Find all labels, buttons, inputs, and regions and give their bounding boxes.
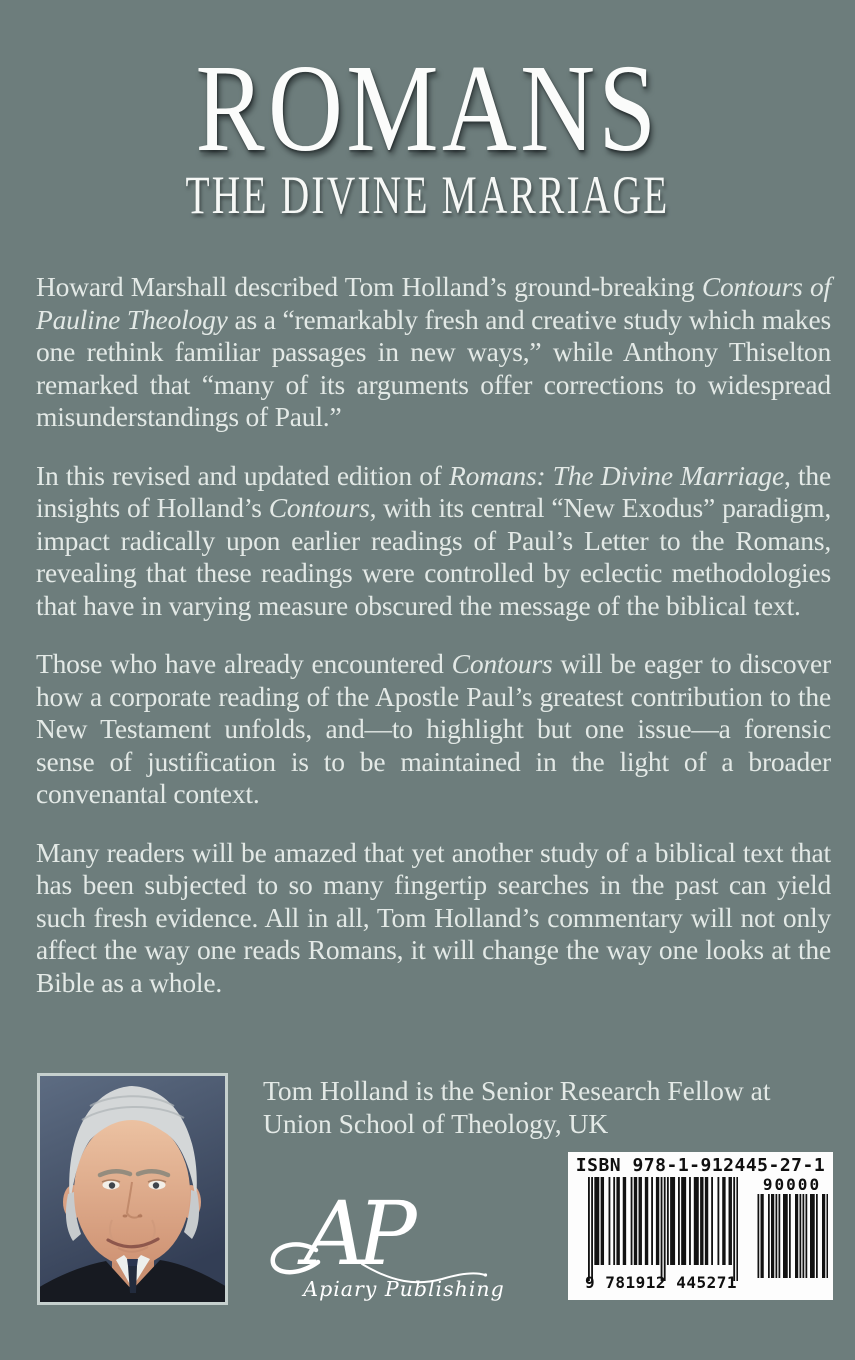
book-subtitle-text: THE DIVINE MARRIAGE [185,165,670,225]
author-portrait-illustration [40,1076,225,1302]
publisher-monogram: AP [304,1182,407,1285]
barcode-bars [588,1177,738,1281]
publisher-logo-graphic [258,1178,505,1303]
isbn-label: ISBN 978-1-912445-27-1 [575,1155,826,1176]
barcode-price-code: 90000 [762,1175,822,1194]
paragraph: Many readers will be amazed that yet another study of a biblical text that has been subjected to so many fingertip searches in the past can yield such fresh evidence. All in all, Tom Holland’s commentary will not only affect the way one reads Romans, it will change the way one looks at the Bible as a whole. [36,836,831,998]
barcode-digits: 9 781912 445271 [585,1273,737,1292]
publisher-name: Apiary Publishing [303,1277,505,1301]
book-title-text: ROMANS [195,40,660,178]
publisher-logo [258,1178,505,1303]
author-photo [37,1073,228,1305]
isbn-barcode [568,1152,833,1300]
paragraph: Howard Marshall described Tom Holland’s ground-breaking Contours of Pauline Theology as a “remarkably fresh and creative study which makes one rethink familiar passages in new ways,” while Anthony Thiselton remarked that “many of its arguments offer corrections to widespread misunderstandings of Paul.” [36,271,832,432]
book-subtitle [0,166,855,225]
paragraph: Those who have already encountered Contours will be eager to discover how a corporate reading of the Apostle Paul’s greatest contribution to the New Testament unfolds, and—to highlight but one issue—a forensic sense of justification is to be maintained in the light of a broader convenantal context. [36,648,831,809]
back-cover-blurb [36,271,831,1025]
barcode-addon-bars [756,1194,828,1278]
author-bio: Tom Holland is the Senior Research Fellow at Union School of Theology, UK [263,1075,771,1139]
book-title [0,40,855,178]
paragraph: In this revised and updated edition of Romans: The Divine Marriage, the insights of Holland’s Contours, with its central “New Exodus” paradigm, impact radically upon earlier readings of Paul’s Letter to the Romans, revealing that these readings were controlled by eclectic methodologies that have in varying measure obscured the message of the biblical text. [36,459,831,621]
